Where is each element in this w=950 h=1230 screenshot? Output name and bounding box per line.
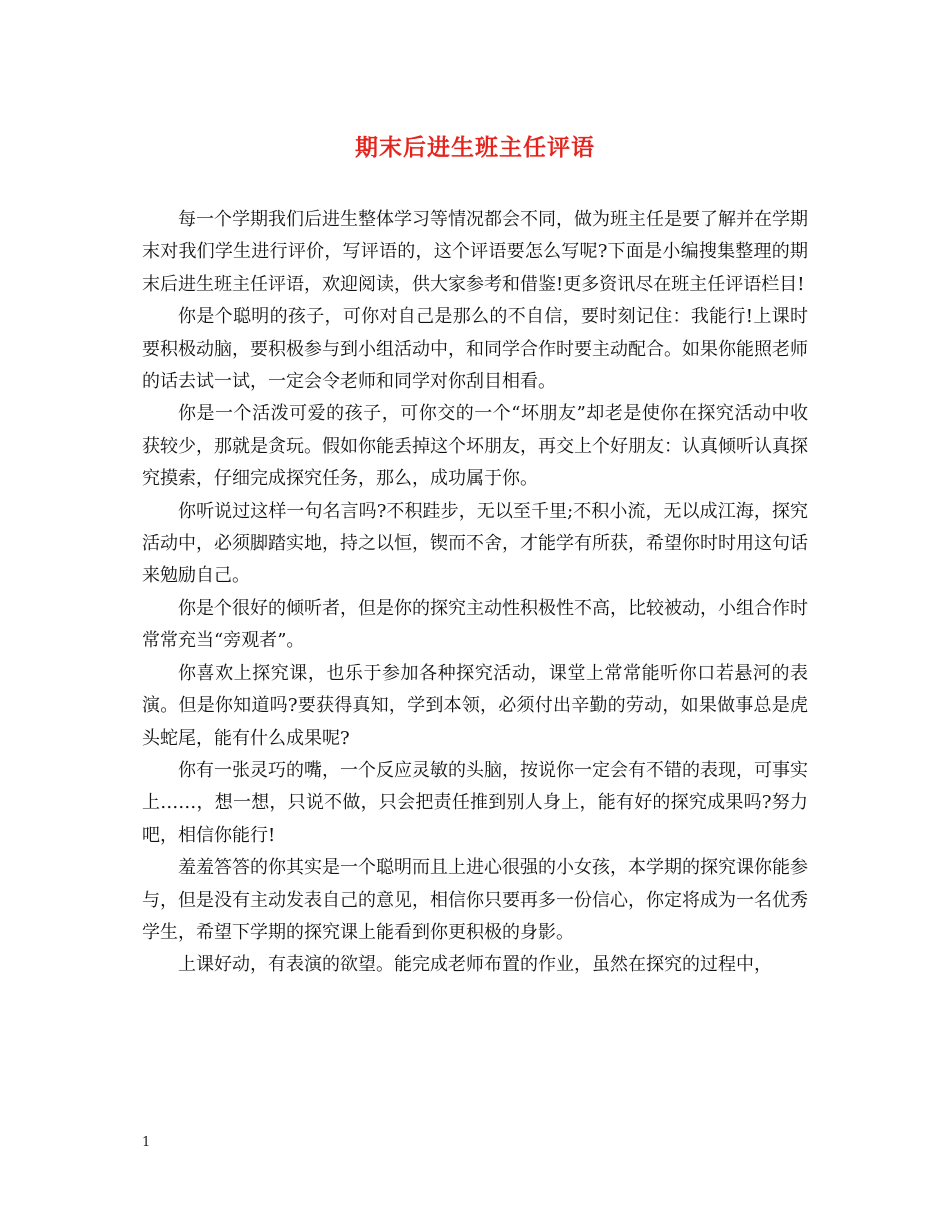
- paragraph-comment: 上课好动，有表演的欲望。能完成老师布置的作业，虽然在探究的过程中，: [178, 954, 772, 976]
- paragraph-comment: 你是一个活泼可爱的孩子，可你交的一个“坏朋友”却老是使你在探究活动中收获较少，那就是贪玩。假如你能丢掉这个坏朋友，再交上个好朋友：认真倾听认真探究摸索，仔细完成探究任务，那么，成功属于你。: [142, 403, 808, 490]
- paragraph-comment: 你喜欢上探究课，也乐于参加各种探究活动，课堂上常常能听你口若悬河的表演。但是你知道吗?要获得真知，学到本领，必须付出辛勤的劳动，如果做事总是虎头蛇尾，能有什么成果呢?: [142, 662, 808, 749]
- paragraph-comment: 你是个很好的倾听者，但是你的探究主动性积极性不高，比较被动，小组合作时常常充当“旁观者”。: [142, 597, 808, 652]
- paragraph-comment: 羞羞答答的你其实是一个聪明而且上进心很强的小女孩，本学期的探究课你能参与，但是没有主动发表自己的意见，相信你只要再多一份信心，你定将成为一名优秀学生，希望下学期的探究课上能看到你更积极的身影。: [142, 857, 808, 943]
- paragraph-intro: 每一个学期我们后进生整体学习等情况都会不同，做为班主任是要了解并在学期末对我们学生进行评价，写评语的，这个评语要怎么写呢?下面是小编搜集整理的期末后进生班主任评语，欢迎阅读，供大家参考和借鉴!更多资讯尽在班主任评语栏目!: [142, 209, 808, 295]
- paragraph-comment: 你听说过这样一句名言吗?不积跬步，无以至千里;不积小流，无以成江海，探究活动中，必须脚踏实地，持之以恒，锲而不舍，才能学有所获，希望你时时用这句话来勉励自己。: [142, 500, 808, 587]
- document-title: 期末后进生班主任评语: [355, 134, 595, 161]
- paragraph-comment: 你是个聪明的孩子，可你对自己是那么的不自信，要时刻记住：我能行!上课时要积极动脑，要积极参与到小组活动中，和同学合作时要主动配合。如果你能照老师的话去试一试，一定会令老师和同学对你刮目相看。: [142, 306, 808, 393]
- page-number: 1: [142, 1135, 151, 1150]
- paragraph-comment: 你有一张灵巧的嘴，一个反应灵敏的头脑，按说你一定会有不错的表现，可事实上……，想一想，只说不做，只会把责任推到别人身上，能有好的探究成果吗?努力吧，相信你能行!: [142, 759, 808, 846]
- document-body: [142, 204, 808, 982]
